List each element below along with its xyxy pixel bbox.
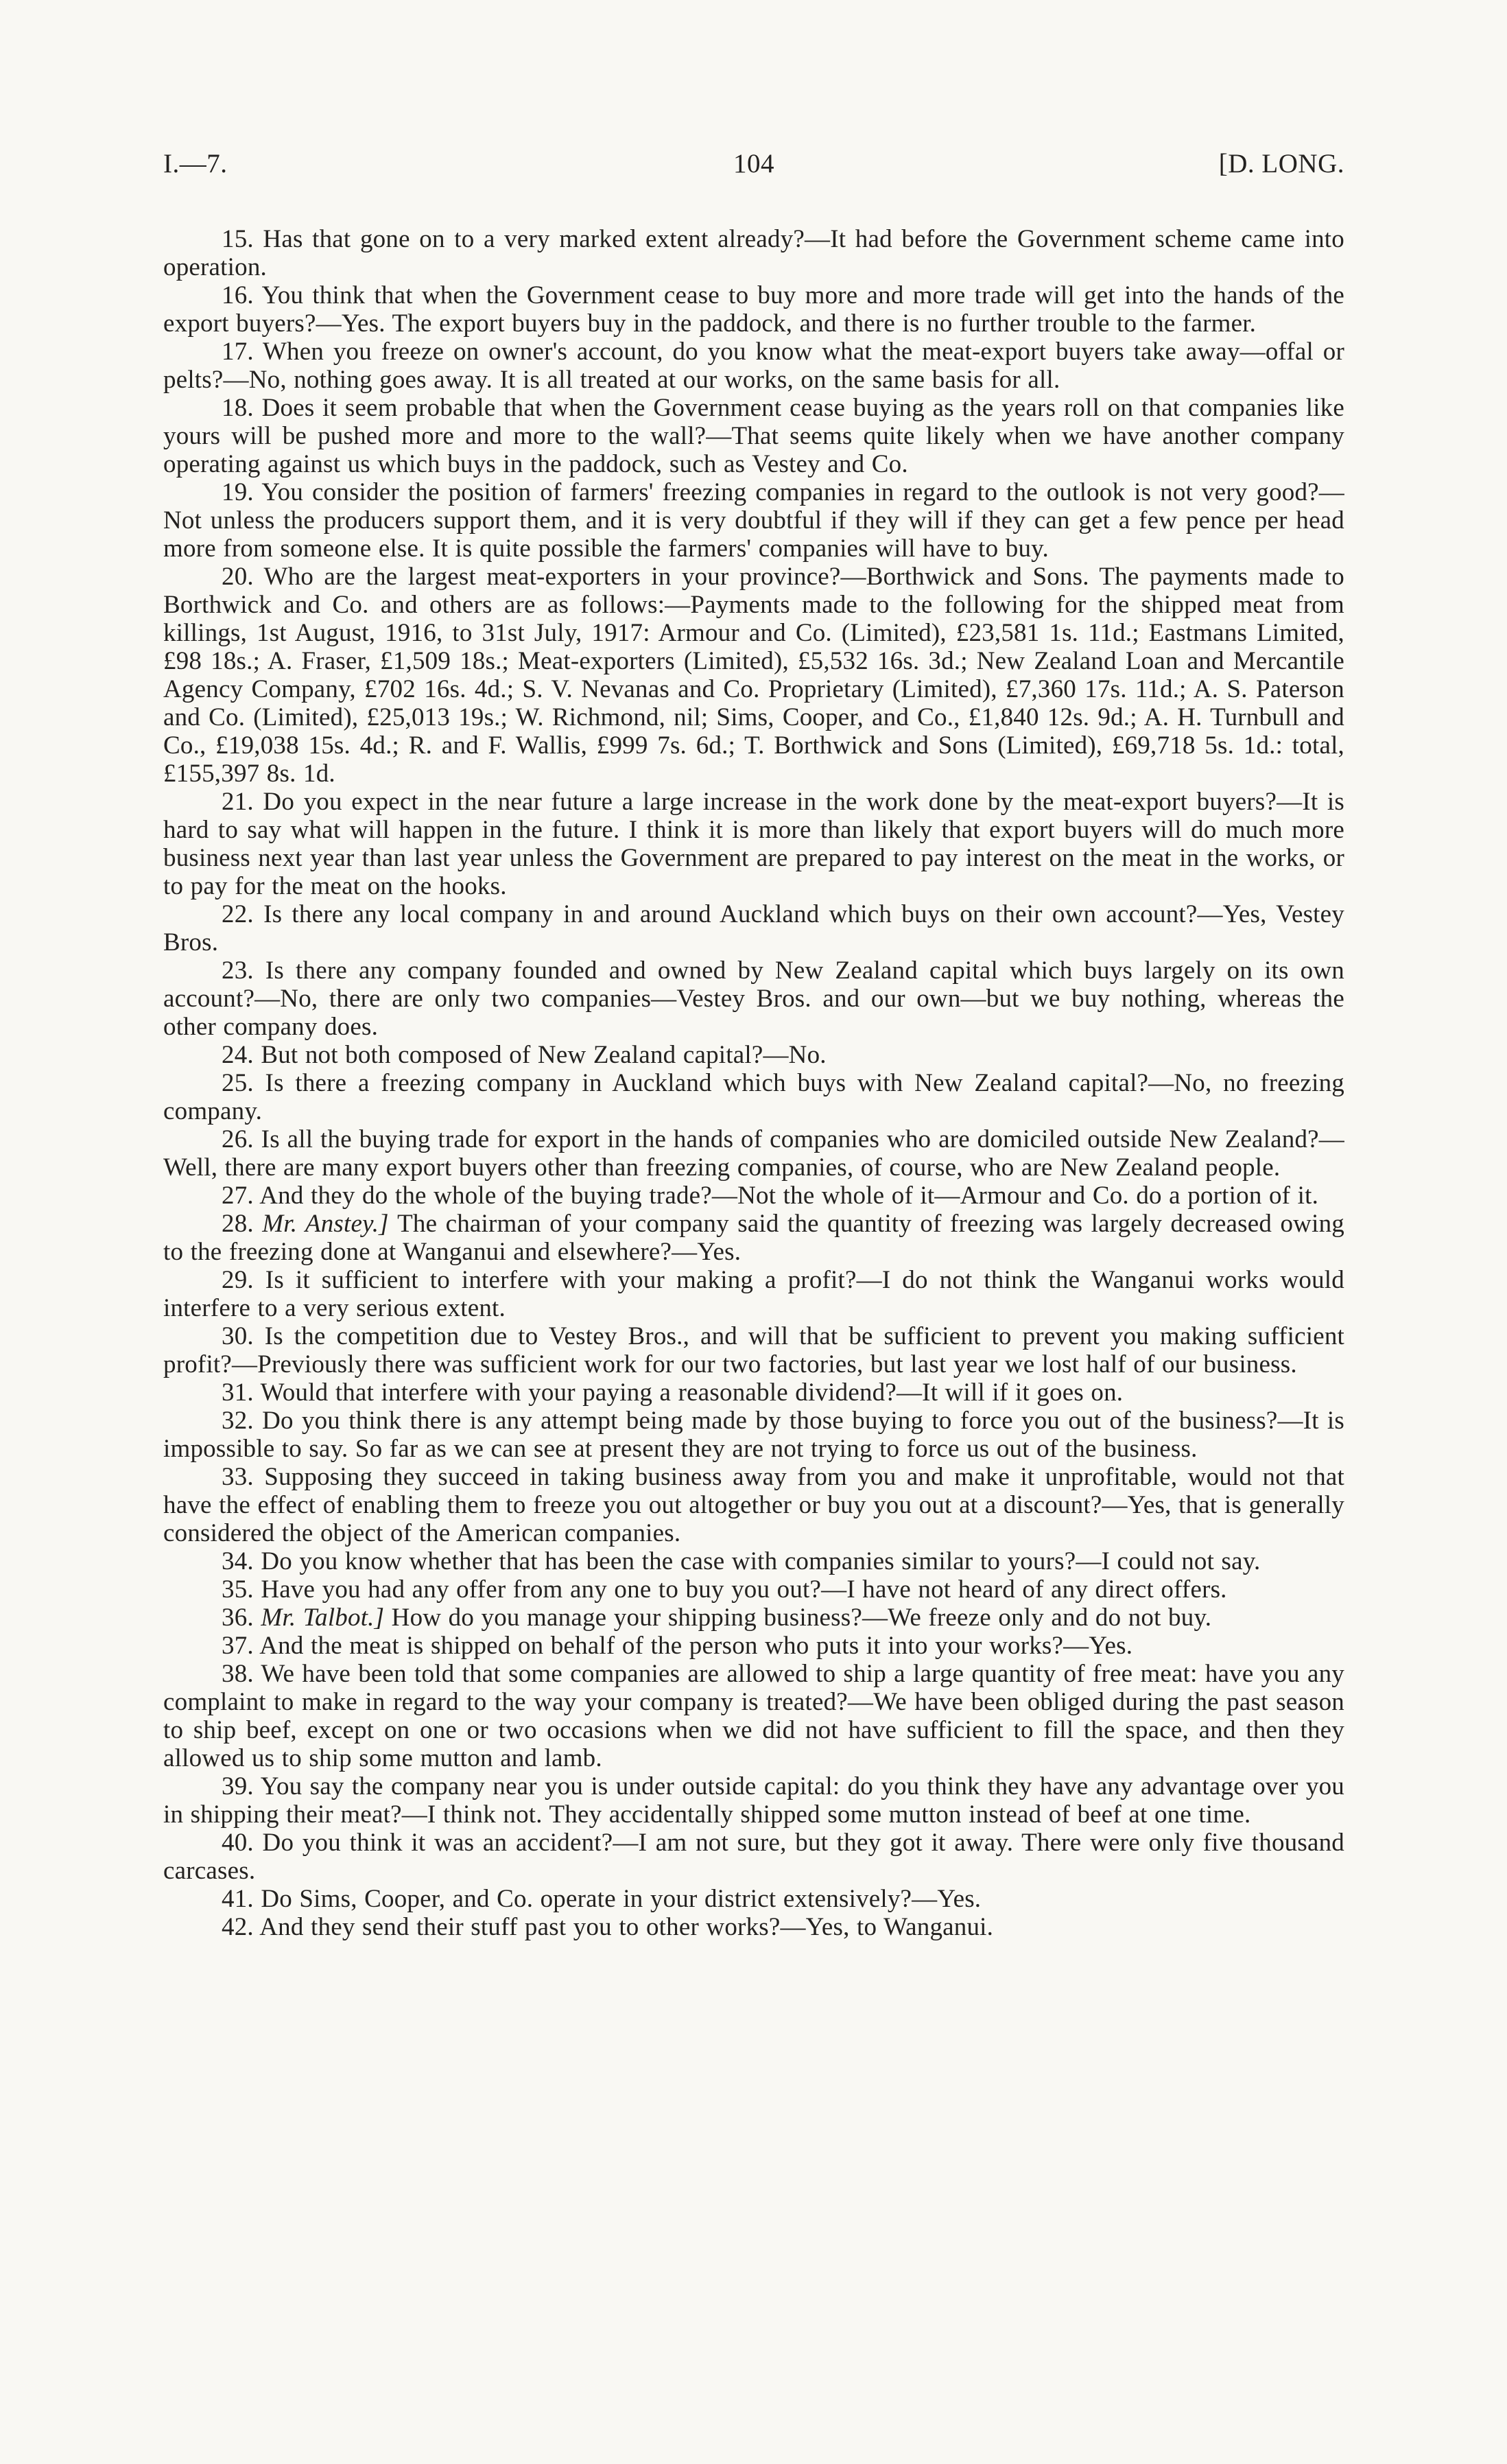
question-number: 30. — [222, 1322, 265, 1350]
qa-paragraph — [163, 338, 1344, 394]
qa-paragraph — [163, 1632, 1344, 1660]
qa-paragraph — [163, 1575, 1344, 1604]
qa-paragraph — [163, 1125, 1344, 1182]
question-number: 27. — [222, 1182, 260, 1210]
question-number: 37. — [222, 1632, 260, 1660]
question-number: 26. — [222, 1125, 261, 1153]
question-number: 39. — [222, 1772, 261, 1800]
qa-paragraph — [163, 1041, 1344, 1069]
witness-label: [D. LONG. — [1218, 149, 1344, 178]
qa-paragraph — [163, 1772, 1344, 1829]
question-number: 38. — [222, 1660, 261, 1688]
qa-paragraph — [163, 1463, 1344, 1547]
qa-paragraph — [163, 1604, 1344, 1632]
question-number: 36. — [222, 1604, 261, 1632]
speaker-name: Mr. Anstey.] — [262, 1210, 398, 1238]
qa-paragraph — [163, 1913, 1344, 1941]
qa-paragraph — [163, 478, 1344, 563]
qa-text: The chairman of your company said the quantity of freezing was largely decreased owing to the freezing done at Wanganui and elsewhere?—Yes. — [163, 1210, 1344, 1266]
qa-text: And the meat is shipped on behalf of the person who puts it into your works?—Yes. — [259, 1632, 1133, 1660]
qa-text: And they do the whole of the buying trade?—Not the whole of it—Armour and Co. do a portion of it. — [259, 1182, 1319, 1210]
question-number: 31. — [222, 1378, 261, 1407]
question-number: 20. — [222, 563, 264, 591]
qa-text: And they send their stuff past you to other works?—Yes, to Wanganui. — [259, 1913, 994, 1941]
qa-text: Does it seem probable that when the Government cease buying as the years roll on that companies like yours will be pushed more and more to the wall?—That seems quite likely when we have another company operating against us which buys in the paddock, such as Vestey and Co. — [163, 394, 1344, 478]
qa-text: Do Sims, Cooper, and Co. operate in your district extensively?—Yes. — [261, 1885, 982, 1913]
qa-transcript — [163, 225, 1344, 1941]
qa-paragraph — [163, 281, 1344, 338]
section-label: I.—7. — [163, 149, 228, 178]
qa-text: You think that when the Government cease to buy more and more trade will get into the hands of the export buyers?—Yes. The export buyers buy in the paddock, and there is no further trouble to the farmer. — [163, 281, 1344, 338]
question-number: 42. — [222, 1913, 260, 1941]
question-number: 15. — [222, 225, 263, 253]
qa-paragraph — [163, 788, 1344, 900]
qa-text: Is it sufficient to interfere with your making a profit?—I do not think the Wanganui works would interfere to a very serious extent. — [163, 1266, 1344, 1322]
question-number: 23. — [222, 957, 265, 985]
qa-text: Who are the largest meat-exporters in your province?—Borthwick and Sons. The payments made to Borthwick and Co. and others are as follows:—Payments made to the following for the shipped meat from killings, 1st August, 1916, to 31st July, 1917: Armour and Co. (Limited), £23,581 1s. 11d.; Eastmans Limited, £98 18s.; A. Fraser, £1,509 18s.; Meat-exporters (Limited), £5,532 16s. 3d.; New Zealand Loan and Mercantile Agency Company, £702 16s. 4d.; S. V. Nevanas and Co. Proprietary (Limited), £7,360 17s. 11d.; A. S. Paterson and Co. (Limited), £25,013 19s.; W. Richmond, nil; Sims, Cooper, and Co., £1,840 12s. 9d.; A. H. Turnbull and Co., £19,038 15s. 4d.; R. and F. Wallis, £999 7s. 6d.; T. Borthwick and Sons (Limited), £69,718 5s. 1d.: total, £155,397 8s. 1d. — [163, 563, 1344, 788]
qa-paragraph — [163, 1660, 1344, 1772]
question-number: 34. — [222, 1547, 261, 1575]
qa-paragraph — [163, 1407, 1344, 1463]
qa-text: Is all the buying trade for export in the hands of companies who are domiciled outside New Zealand?—Well, there are many export buyers other than freezing companies, of course, who are New Zealand people. — [163, 1125, 1344, 1182]
question-number: 40. — [222, 1829, 263, 1857]
qa-paragraph — [163, 1069, 1344, 1125]
qa-paragraph — [163, 1829, 1344, 1885]
question-number: 29. — [222, 1266, 265, 1294]
question-number: 32. — [222, 1407, 263, 1435]
qa-paragraph — [163, 1885, 1344, 1913]
qa-paragraph — [163, 900, 1344, 957]
qa-paragraph — [163, 957, 1344, 1041]
qa-text: You say the company near you is under outside capital: do you think they have any advantage over you in shipping their meat?—I think not. They accidentally shipped some mutton instead of beef at one time. — [163, 1772, 1344, 1829]
qa-paragraph — [163, 1182, 1344, 1210]
qa-text: Do you think there is any attempt being made by those buying to force you out of the business?—It is impossible to say. So far as we can see at present they are not trying to force us out of the business. — [163, 1407, 1344, 1463]
qa-text: Have you had any offer from any one to buy you out?—I have not heard of any direct offers. — [261, 1575, 1227, 1604]
question-number: 17. — [222, 338, 263, 366]
qa-paragraph — [163, 1322, 1344, 1378]
qa-text: Supposing they succeed in taking business away from you and make it unprofitable, would not that have the effect of enabling them to freeze you out altogether or buy you out at a discount?—Yes, that is generally considered the object of the American companies. — [163, 1463, 1344, 1547]
question-number: 33. — [222, 1463, 265, 1491]
qa-text: Do you know whether that has been the case with companies similar to yours?—I could not say. — [261, 1547, 1261, 1575]
qa-paragraph — [163, 1378, 1344, 1407]
qa-paragraph — [163, 1547, 1344, 1575]
question-number: 22. — [222, 900, 264, 928]
page-number: 104 — [733, 149, 774, 178]
qa-text: Is the competition due to Vestey Bros., and will that be sufficient to prevent you making sufficient profit?—Previously there was sufficient work for our two factories, but last year we lost half of our business. — [163, 1322, 1344, 1378]
question-number: 19. — [222, 478, 262, 506]
qa-text: Is there any company founded and owned by New Zealand capital which buys largely on its own account?—No, there are only two companies—Vestey Bros. and our own—but we buy nothing, whereas the other company does. — [163, 957, 1344, 1041]
qa-paragraph — [163, 1210, 1344, 1266]
question-number: 21. — [222, 788, 263, 816]
question-number: 28. — [222, 1210, 263, 1238]
qa-paragraph — [163, 563, 1344, 788]
qa-text: But not both composed of New Zealand capital?—No. — [261, 1041, 827, 1069]
question-number: 16. — [222, 281, 262, 309]
qa-text: How do you manage your shipping business?—We freeze only and do not buy. — [391, 1604, 1212, 1632]
qa-text: Has that gone on to a very marked extent already?—It had before the Government scheme came into operation. — [163, 225, 1344, 281]
qa-text: Is there any local company in and around Auckland which buys on their own account?—Yes, Vestey Bros. — [163, 900, 1344, 957]
page-header — [163, 148, 1344, 179]
speaker-name: Mr. Talbot.] — [261, 1604, 392, 1632]
qa-paragraph — [163, 394, 1344, 478]
qa-text: Is there a freezing company in Auckland which buys with New Zealand capital?—No, no freezing company. — [163, 1069, 1344, 1125]
qa-text: We have been told that some companies are allowed to ship a large quantity of free meat: have you any complaint to make in regard to the way your company is treated?—We have been obliged during the past season to ship beef, except on one or two occasions when we did not have sufficient to fill the space, and then they allowed us to ship some mutton and lamb. — [163, 1660, 1344, 1772]
qa-paragraph — [163, 225, 1344, 281]
qa-text: Would that interfere with your paying a reasonable dividend?—It will if it goes on. — [260, 1378, 1124, 1407]
qa-text: Do you think it was an accident?—I am not sure, but they got it away. There were only five thousand carcases. — [163, 1829, 1344, 1885]
qa-paragraph — [163, 1266, 1344, 1322]
question-number: 25. — [222, 1069, 265, 1097]
question-number: 18. — [222, 394, 262, 422]
question-number: 41. — [222, 1885, 261, 1913]
question-number: 35. — [222, 1575, 261, 1604]
qa-text: You consider the position of farmers' freezing companies in regard to the outlook is not very good?—Not unless the producers support them, and it is very doubtful if they will if they can get a few pence per head more from someone else. It is quite possible the farmers' companies will have to buy. — [163, 478, 1345, 563]
question-number: 24. — [222, 1041, 261, 1069]
qa-text: Do you expect in the near future a large increase in the work done by the meat-export buyers?—It is hard to say what will happen in the future. I think it is more than likely that export buyers will do much more business next year than last year unless the Government are prepared to pay interest on the meat in the works, or to pay for the meat on the hooks. — [163, 788, 1344, 900]
qa-text: When you freeze on owner's account, do you know what the meat-export buyers take away—offal or pelts?—No, nothing goes away. It is all treated at our works, on the same basis for all. — [163, 338, 1344, 394]
